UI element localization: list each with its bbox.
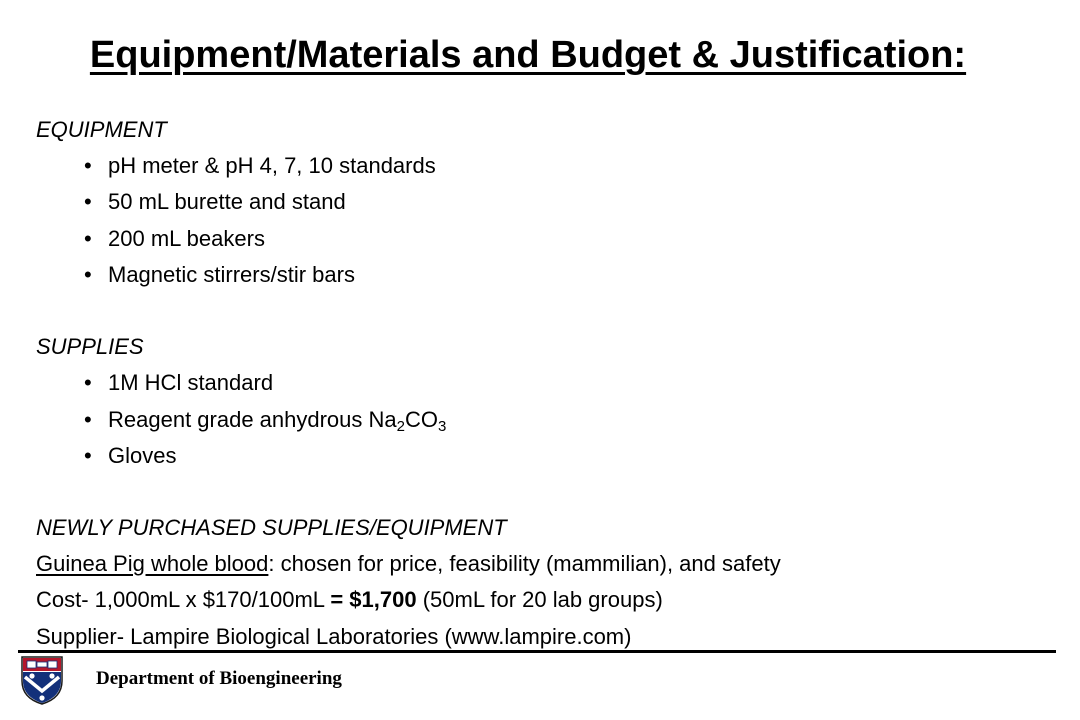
equipment-item: • pH meter & pH 4, 7, 10 standards bbox=[36, 148, 1066, 184]
cost-line: Cost- 1,000mL x $170/100mL = $1,700 (50mL for 20 lab groups) bbox=[36, 587, 663, 613]
bullet-dot: • bbox=[84, 261, 92, 287]
blood-line bbox=[36, 546, 1066, 582]
bullet-dot: • bbox=[84, 153, 92, 179]
supplies-item-reagent: • Reagent grade anhydrous $Na_2CO_3$ bbox=[36, 402, 1066, 438]
equipment-item: • 50 mL burette and stand bbox=[36, 184, 1066, 220]
blood-label: Guinea Pig whole blood bbox=[36, 551, 269, 577]
footer-divider bbox=[18, 650, 1056, 653]
blood-reason: : chosen for price, feasibility (mammilian), and safety bbox=[268, 551, 781, 577]
equipment-item: • Magnetic stirrers/stir bars bbox=[36, 257, 1066, 293]
bullet-dot: • bbox=[84, 406, 92, 432]
equipment-heading: EQUIPMENT bbox=[36, 117, 167, 142]
equipment-item: • 200 mL beakers bbox=[36, 221, 1066, 257]
cost-total: = $1,700 bbox=[330, 587, 417, 613]
footer bbox=[20, 655, 620, 705]
supplies-item: • Gloves bbox=[36, 438, 1066, 474]
penn-shield-logo bbox=[20, 655, 64, 705]
bullet-dot: • bbox=[84, 442, 92, 468]
slide-body bbox=[36, 112, 1066, 655]
supplies-heading: SUPPLIES bbox=[36, 334, 144, 360]
bullet-dot: • bbox=[84, 225, 92, 251]
supplies-item: • 1M HCl standard bbox=[36, 365, 1066, 401]
newly-purchased-heading: NEWLY PURCHASED SUPPLIES/EQUIPMENT bbox=[36, 515, 507, 541]
bullet-dot: • bbox=[84, 370, 92, 396]
slide-title: Equipment/Materials and Budget & Justification: bbox=[89, 34, 967, 76]
department-name: Department of Bioengineering bbox=[96, 668, 342, 689]
bullet-dot: • bbox=[84, 189, 92, 215]
supplier-line: Supplier- Lampire Biological Laboratories (www.lampire.com) bbox=[36, 623, 632, 649]
